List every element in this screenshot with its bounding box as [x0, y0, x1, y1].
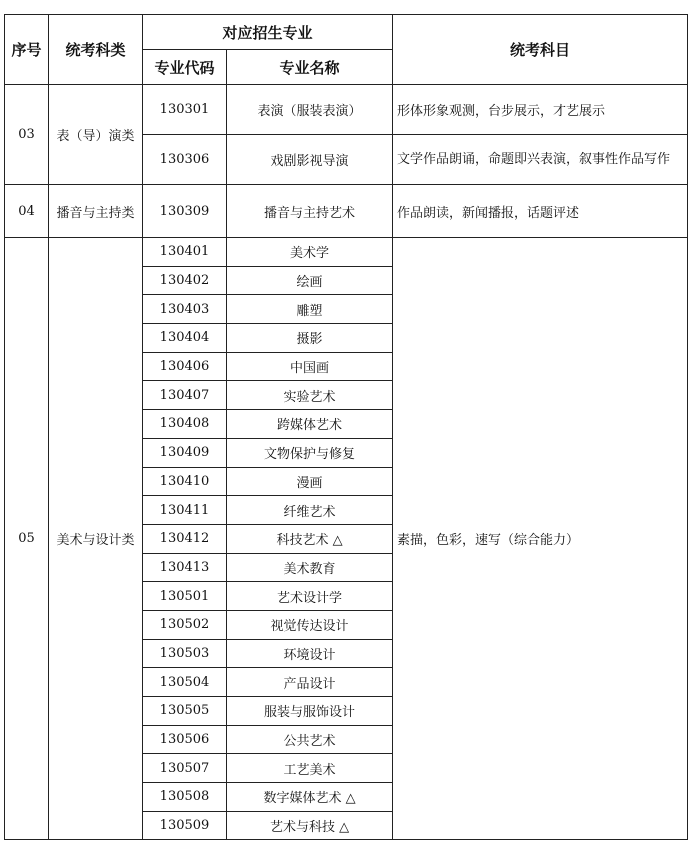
table-row [5, 238, 688, 267]
header-subjects: 统考科目 [393, 15, 688, 85]
major-name-cell: 科技艺术 △ [227, 524, 393, 553]
header-name: 专业名称 [227, 50, 393, 85]
major-name-cell: 纤维艺术 [227, 496, 393, 525]
major-name-cell: 雕塑 [227, 295, 393, 324]
major-name-cell: 服装与服饰设计 [227, 697, 393, 726]
code-cell: 130501 [143, 582, 227, 611]
major-name-cell: 摄影 [227, 324, 393, 353]
category-cell: 美术与设计类 [49, 238, 143, 840]
code-cell: 130406 [143, 352, 227, 381]
code-cell: 130506 [143, 725, 227, 754]
code-cell: 130507 [143, 754, 227, 783]
code-cell: 130301 [143, 85, 227, 135]
major-name-cell: 数字媒体艺术 △ [227, 783, 393, 812]
major-name-cell: 工艺美术 [227, 754, 393, 783]
major-name-cell: 产品设计 [227, 668, 393, 697]
header-seq: 序号 [5, 15, 49, 85]
header-group: 对应招生专业 [143, 15, 393, 50]
major-name-cell: 漫画 [227, 467, 393, 496]
majors-table [4, 14, 688, 840]
subjects-cell: 素描，色彩，速写（综合能力） [393, 238, 688, 840]
table-body [5, 85, 688, 840]
code-cell: 130401 [143, 238, 227, 267]
table-row [5, 85, 688, 135]
category-cell: 播音与主持类 [49, 185, 143, 238]
major-name-cell: 公共艺术 [227, 725, 393, 754]
major-name-cell: 艺术与科技 △ [227, 811, 393, 840]
code-cell: 130509 [143, 811, 227, 840]
seq-cell: 05 [5, 238, 49, 840]
code-cell: 130408 [143, 410, 227, 439]
code-cell: 130504 [143, 668, 227, 697]
code-cell: 130404 [143, 324, 227, 353]
subjects-cell: 形体形象观测，台步展示，才艺展示 [393, 85, 688, 135]
major-name-cell: 美术学 [227, 238, 393, 267]
code-cell: 130502 [143, 610, 227, 639]
major-name-cell: 中国画 [227, 352, 393, 381]
code-cell: 130306 [143, 135, 227, 185]
major-name-cell: 美术教育 [227, 553, 393, 582]
code-cell: 130413 [143, 553, 227, 582]
code-cell: 130403 [143, 295, 227, 324]
major-name-cell: 实验艺术 [227, 381, 393, 410]
code-cell: 130309 [143, 185, 227, 238]
code-cell: 130412 [143, 524, 227, 553]
major-name-cell: 视觉传达设计 [227, 610, 393, 639]
code-cell: 130508 [143, 783, 227, 812]
header-row-1 [5, 15, 688, 50]
code-cell: 130407 [143, 381, 227, 410]
code-cell: 130503 [143, 639, 227, 668]
major-name-cell: 环境设计 [227, 639, 393, 668]
header-category: 统考科类 [49, 15, 143, 85]
major-name-cell: 绘画 [227, 266, 393, 295]
subjects-cell: 文学作品朗诵，命题即兴表演，叙事性作品写作 [393, 135, 688, 185]
major-name-cell: 表演（服装表演） [227, 85, 393, 135]
major-name-cell: 播音与主持艺术 [227, 185, 393, 238]
subjects-cell: 作品朗读，新闻播报，话题评述 [393, 185, 688, 238]
major-name-cell: 戏剧影视导演 [227, 135, 393, 185]
major-name-cell: 跨媒体艺术 [227, 410, 393, 439]
code-cell: 130402 [143, 266, 227, 295]
major-name-cell: 文物保护与修复 [227, 438, 393, 467]
header-code: 专业代码 [143, 50, 227, 85]
category-cell: 表（导）演类 [49, 85, 143, 185]
major-name-cell: 艺术设计学 [227, 582, 393, 611]
seq-cell: 04 [5, 185, 49, 238]
table-row [5, 185, 688, 238]
code-cell: 130505 [143, 697, 227, 726]
code-cell: 130409 [143, 438, 227, 467]
code-cell: 130411 [143, 496, 227, 525]
seq-cell: 03 [5, 85, 49, 185]
code-cell: 130410 [143, 467, 227, 496]
